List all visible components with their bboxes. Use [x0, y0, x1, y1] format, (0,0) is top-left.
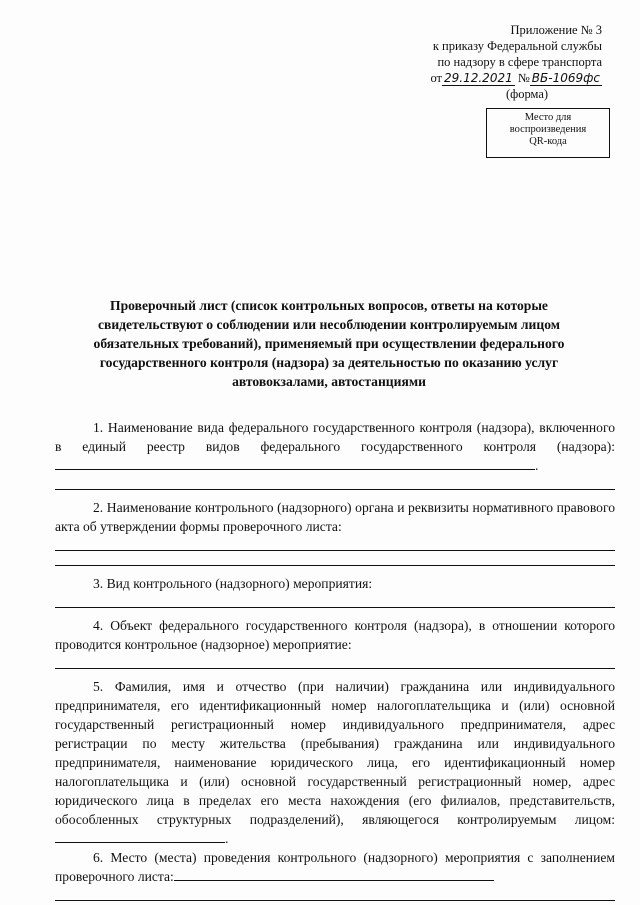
qr-line-2: воспроизведения [509, 124, 587, 135]
order-date: 29.12.2021 [444, 71, 513, 85]
date-prefix: от [430, 71, 443, 85]
item-1-blank[interactable] [55, 457, 535, 470]
order-number: ВБ-1069фс [531, 71, 600, 85]
item-5: 5. Фамилия, имя и отчество (при наличии) гражданина или индивидуального предпринимателя, его идентификационный номер налогоплательщика и (или) основной государственный регистрационный номер индивидуального предпринимателя, адрес регистрации по месту жительства (пребывания) гражданина или индивидуального предпринимателя, наименование юридического лица, его идентификационный номер налогоплательщика и (или) основной государственный регистрационный номер, адрес юридического лица в пределах его места нахождения (его филиалов, представительств, обособленных структурных подразделений), являющегося контролируемым лицом:. [55, 679, 615, 846]
appendix-line-2: к приказу Федеральной службы [432, 39, 602, 53]
appendix-header [392, 22, 602, 102]
item-3-text: 3. Вид контрольного (надзорного) мероприятия: [93, 576, 373, 591]
qr-code-placeholder [486, 108, 610, 158]
number-prefix: № [517, 71, 530, 85]
item-4 [55, 616, 615, 654]
item-6-text: 6. Место (места) проведения контрольного (надзорного) мероприятия с заполнением проверочного листа: [55, 850, 615, 884]
item-4-text: 4. Объект федерального государственного контроля (надзора), в отношении которого проводится контрольное (надзорное) мероприятие: [55, 618, 615, 652]
item-5-text: 5. Фамилия, имя и отчество (при наличии) гражданина или индивидуального предпринимателя, его идентификационный номер налогоплательщика и (или) основной государственный регистрационный номер индивидуального предпринимателя, адрес регистрации по месту жительства (пребывания) гражданина или индивидуального предпринимателя, наименование юридического лица, его идентификационный номер налогоплательщика и (или) основной государственный регистрационный номер, адрес юридического лица в пределах его места нахождения (его филиалов, представительств, обособленных структурных подразделений), являющегося контролируемым лицом: [55, 679, 615, 827]
item-1-rule[interactable] [55, 475, 615, 490]
item-2-rule-2[interactable] [55, 551, 615, 566]
item-4-rule[interactable] [55, 654, 615, 669]
document-title: Проверочный лист (список контрольных вопросов, ответы на которые свидетельствуют о соблюдении или несоблюдении контролируемым лицом обязательных требований), применяемый при осуществлении федерального государственного контроля (надзора) за деятельностью по оказанию услуг автовокзалами, автостанциями [93, 298, 565, 389]
item-2-rule-1[interactable] [55, 536, 615, 551]
appendix-line-3: по надзору в сфере транспорта [437, 55, 602, 69]
item-6 [55, 848, 615, 886]
checklist-items [55, 418, 615, 901]
qr-line-1: Место для [524, 112, 572, 123]
item-1-text: 1. Наименование вида федерального государственного контроля (надзора), включенного в единый реестр видов федерального государственного контроля (надзора): [55, 420, 615, 454]
appendix-line-1: Приложение № 3 [510, 23, 602, 37]
item-3-rule[interactable] [55, 593, 615, 608]
appendix-date-line [392, 70, 602, 86]
item-6-blank[interactable] [174, 868, 494, 881]
item-1: 1. Наименование вида федерального государственного контроля (надзора), включенного в единый реестр видов федерального государственного контроля (надзора):. [55, 420, 615, 473]
item-6-rule[interactable] [55, 886, 615, 901]
item-2-text: 2. Наименование контрольного (надзорного) органа и реквизиты нормативного правового акта об утверждении формы проверочного листа: [55, 500, 615, 534]
item-3 [55, 574, 615, 593]
item-5-blank[interactable] [55, 830, 225, 843]
qr-line-3: QR-кода [529, 136, 567, 147]
item-2 [55, 498, 615, 536]
forma-label: (форма) [505, 87, 549, 101]
